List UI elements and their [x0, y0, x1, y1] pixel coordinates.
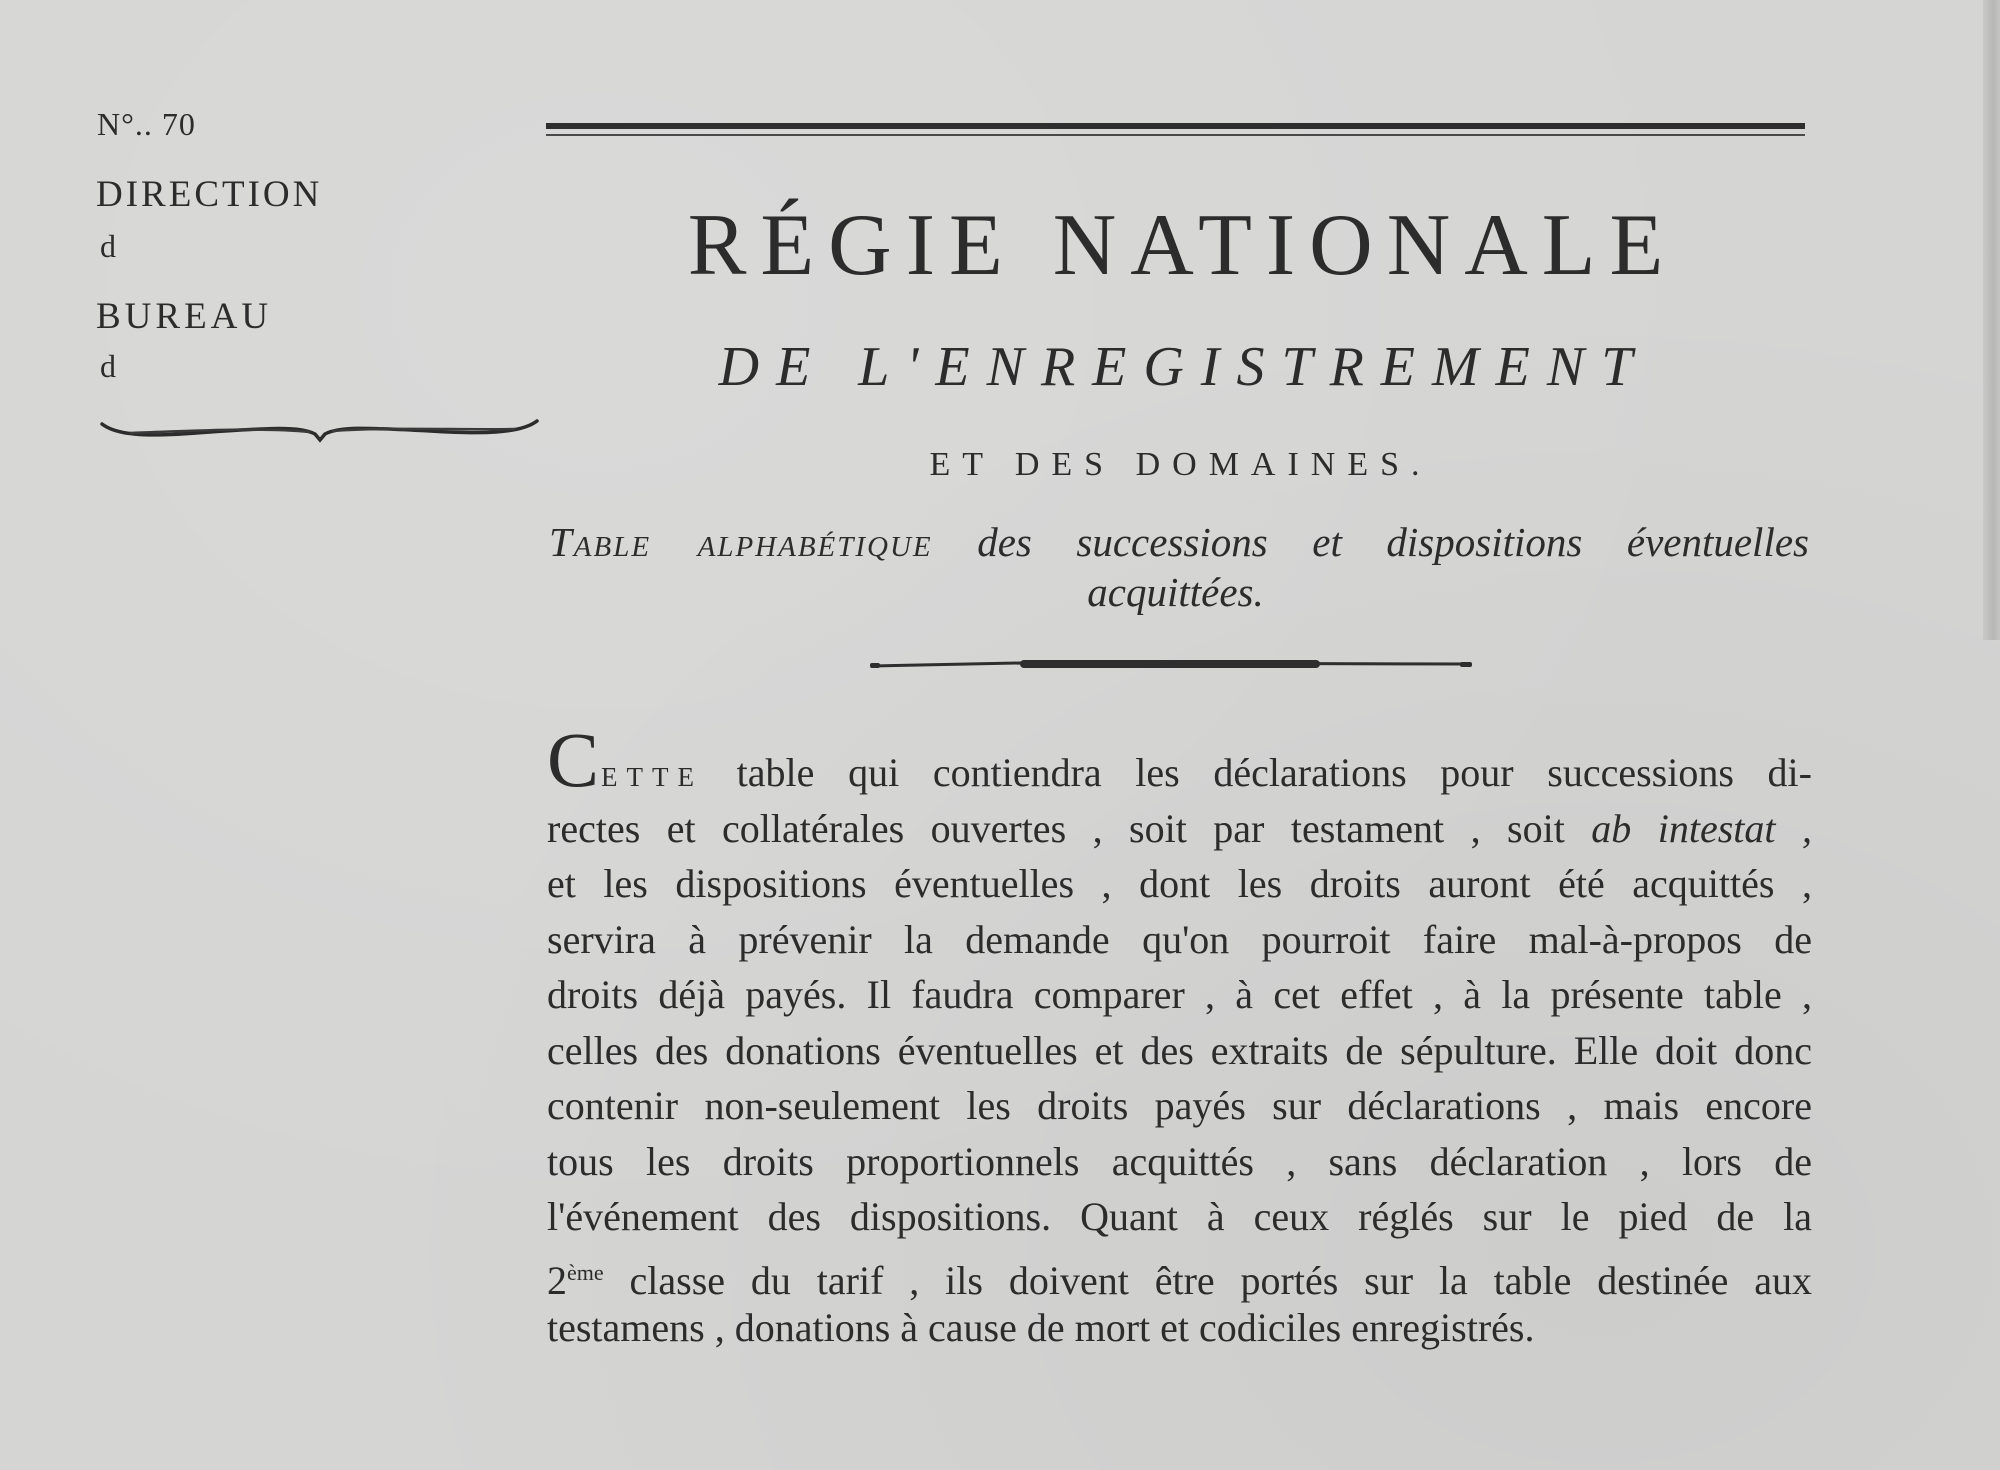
- bureau-value: d: [100, 348, 116, 384]
- ordinal-suffix: ème: [567, 1259, 604, 1285]
- table-title: [549, 517, 1809, 567]
- body-line-11: testamens , donations à cause de mort et codiciles enregistrés.: [547, 1305, 1535, 1350]
- drop-cap: C: [547, 716, 600, 803]
- body-line-1: [547, 716, 1812, 803]
- class-number: 2: [547, 1257, 567, 1303]
- ornamental-rule-divider: [870, 656, 1472, 674]
- body-line-3: et les dispositions éventuelles , dont les droits auront été acquittés ,: [547, 861, 1812, 906]
- body-line-2: [547, 801, 1812, 857]
- table-title-smallcaps: Table alphabétique: [549, 519, 933, 565]
- body-line-4: servira à prévenir la demande qu'on pourroit faire mal-à-propos de: [547, 916, 1812, 962]
- page-subtitle-2: ET DES DOMAINES.: [929, 446, 1432, 483]
- body-line-1-text: table qui contiendra les déclarations pour successions di-: [703, 750, 1812, 795]
- table-title-line2: acquittées.: [1087, 569, 1264, 615]
- bureau-label: BUREAU: [96, 296, 273, 337]
- page-subtitle: DE L'ENREGISTREMENT: [718, 336, 1650, 398]
- page-title: RÉGIE NATIONALE: [687, 197, 1678, 294]
- body-line-5: droits déjà payés. Il faudra comparer , à cet effet , à la présente table ,: [547, 972, 1812, 1017]
- direction-value: d: [100, 228, 116, 264]
- form-number: N°.. 70: [97, 106, 196, 142]
- body-line-7: contenir non-seulement les droits payés sur déclarations , mais encore: [547, 1083, 1812, 1128]
- direction-label: DIRECTION: [96, 174, 323, 215]
- drop-cap-smallcaps: ETTE: [601, 762, 704, 792]
- latin-phrase: ab intestat ,: [1591, 805, 1812, 851]
- brace-ornament-icon: [100, 418, 540, 444]
- page-binding-edge: [1983, 0, 2000, 640]
- body-paragraph: [547, 716, 1812, 1356]
- body-line-10-text: classe du tarif , ils doivent être portés sur la table destinée aux: [603, 1257, 1812, 1303]
- body-line-6: celles des donations éventuelles et des extraits de sépulture. Elle doit donc: [547, 1027, 1812, 1073]
- body-line-10: [547, 1245, 1812, 1301]
- table-title-rest: des successions et dispositions éventuelles: [977, 519, 1809, 565]
- body-line-9: l'événement des dispositions. Quant à ceux réglés sur le pied de la: [547, 1194, 1812, 1239]
- body-line-8: tous les droits proportionnels acquittés , sans déclaration , lors de: [547, 1138, 1812, 1184]
- double-rule-divider: [546, 121, 1805, 139]
- body-line-2-text: rectes et collatérales ouvertes , soit par testament , soit: [547, 805, 1592, 851]
